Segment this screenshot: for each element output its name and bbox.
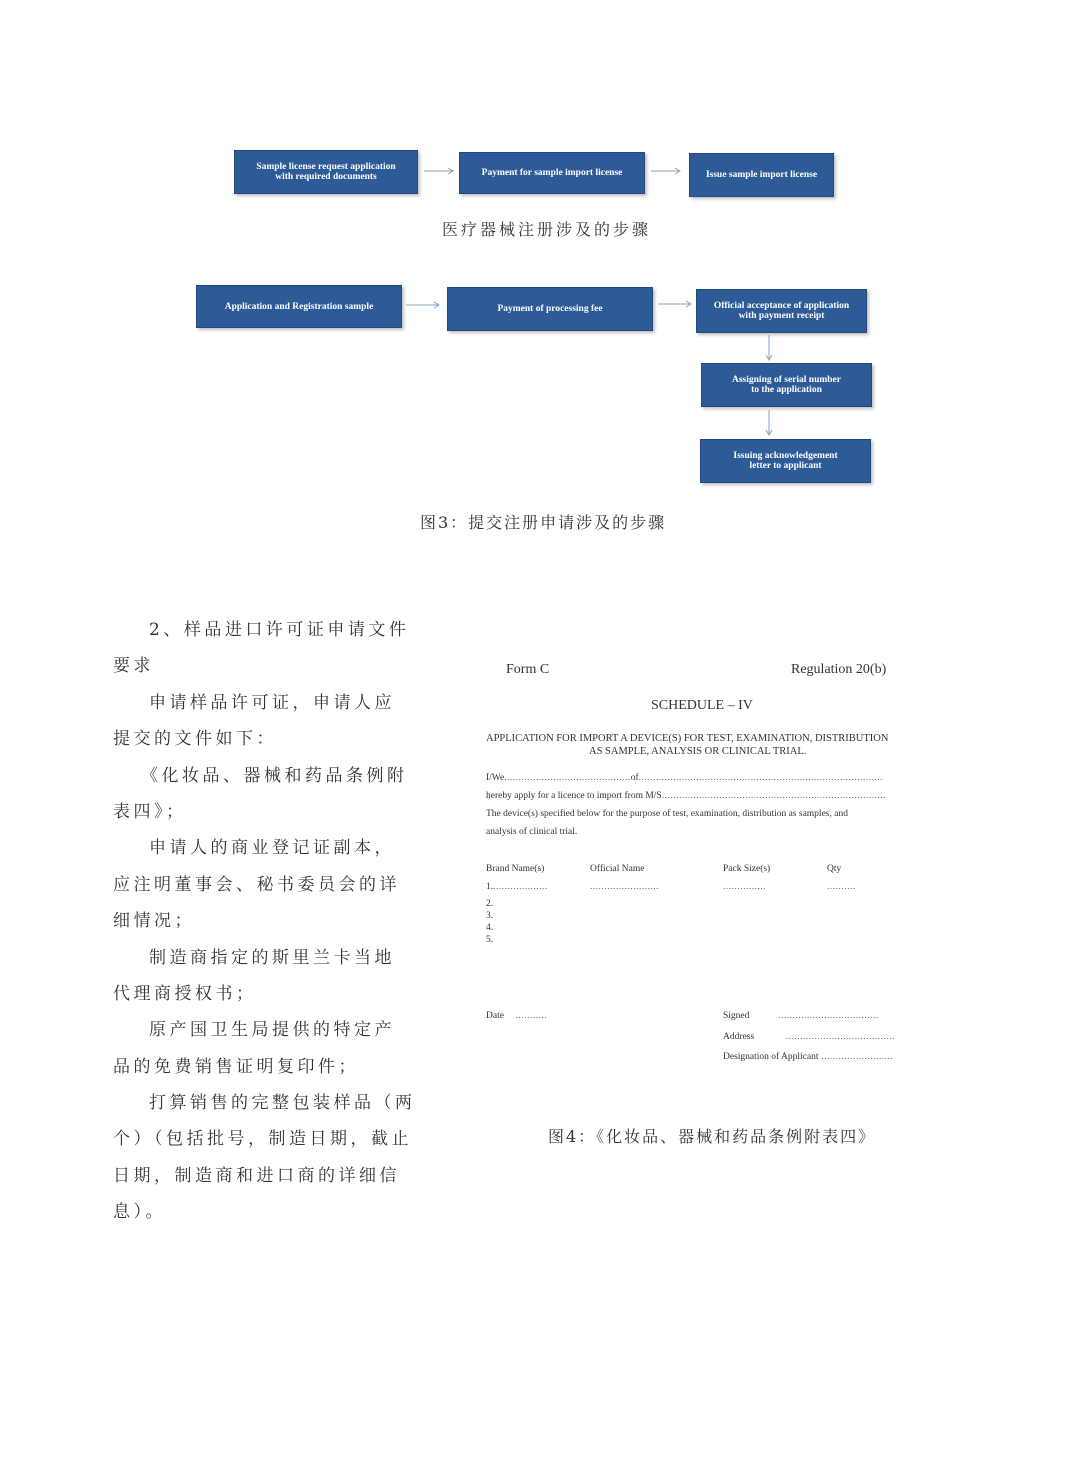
address-line bbox=[723, 1032, 895, 1042]
text-line: 2、样品进口许可证申请文件 bbox=[149, 620, 410, 640]
column-qty: Qty bbox=[827, 864, 842, 874]
flow2-step-4: Assigning of serial number to the application bbox=[701, 363, 872, 407]
purpose-line-1: The device(s) specified below for the purpose of test, examination, distribution as samples, and bbox=[486, 809, 848, 819]
flow2-step-5: Issuing acknowledgement letter to applicant bbox=[700, 439, 871, 483]
text-line: 原产国卫生局提供的特定产 bbox=[149, 1020, 395, 1041]
apply-line bbox=[486, 791, 886, 801]
text-line: 要求 bbox=[113, 656, 154, 677]
application-title-line-2: AS SAMPLE, ANALYSIS OR CLINICAL TRIAL. bbox=[589, 746, 807, 757]
column-pack-size: Pack Size(s) bbox=[723, 864, 771, 874]
flow1-arrow-2 bbox=[651, 166, 683, 176]
schedule-title: SCHEDULE – IV bbox=[651, 698, 753, 713]
text-line: 《化妆品、器械和药品条例附 bbox=[141, 765, 408, 786]
date-blank: ........... bbox=[503, 1011, 548, 1021]
apply-blank: .............................................................................. bbox=[661, 791, 886, 801]
apply-text: hereby apply for a licence to import from M/S bbox=[486, 791, 662, 801]
flow2-step-2: Payment of processing fee bbox=[447, 287, 653, 331]
flow1-step-1: Sample license request application with required documents bbox=[234, 150, 418, 194]
iwe-blank: ............................................ bbox=[504, 773, 631, 783]
text-line: 申请样品许可证，申请人应 bbox=[149, 692, 395, 713]
form-caption: 图4：《化妆品、器械和药品条例附表四》 bbox=[548, 1127, 877, 1146]
designation-blank: ......................... bbox=[818, 1052, 894, 1062]
flow2-arrow-3 bbox=[764, 335, 774, 363]
text-line: 制造商指定的斯里兰卡当地 bbox=[149, 947, 395, 968]
signed-blank: ................................... bbox=[749, 1011, 879, 1021]
signed-label: Signed bbox=[723, 1011, 750, 1021]
row-number: 1. bbox=[486, 882, 494, 892]
flow2-step-3: Official acceptance of application with payment receipt bbox=[696, 289, 867, 333]
text-line: 表四》； bbox=[113, 801, 187, 822]
text-line: 细情况； bbox=[113, 911, 195, 932]
flow1-arrow-1 bbox=[424, 166, 456, 176]
text-line: 打算销售的完整包装样品（两 bbox=[149, 1093, 416, 1114]
purpose-line-2: analysis of clinical trial. bbox=[486, 827, 578, 837]
designation-line bbox=[723, 1052, 893, 1062]
flow2-caption: 图3：提交注册申请涉及的步骤 bbox=[420, 513, 667, 532]
flow1-caption: 医疗器械注册涉及的步骤 bbox=[442, 220, 652, 239]
of-blank: ..................................................................................... bbox=[638, 773, 884, 783]
form-c-schedule-iv bbox=[486, 656, 926, 1066]
requirements-text bbox=[113, 612, 416, 1231]
flow2-arrow-2 bbox=[658, 299, 694, 309]
iwe-label: I/We bbox=[486, 773, 505, 783]
row-1-qty-blank: .......... bbox=[827, 882, 856, 892]
row-3: 3. bbox=[486, 911, 494, 921]
row-1-pack-blank: ............... bbox=[723, 882, 767, 892]
column-official-name: Official Name bbox=[590, 864, 645, 874]
row-2: 2. bbox=[486, 899, 494, 909]
flow2-arrow-4 bbox=[764, 410, 774, 438]
text-line: 品的免费销售证明复印件； bbox=[113, 1056, 359, 1077]
text-line: 代理商授权书； bbox=[113, 983, 257, 1004]
row-1 bbox=[486, 882, 548, 892]
flow2-step-1: Application and Registration sample bbox=[196, 285, 402, 328]
signed-line bbox=[723, 1011, 879, 1021]
row-1-official-blank: ........................ bbox=[590, 882, 659, 892]
text-line: 提交的文件如下： bbox=[113, 729, 277, 750]
text-line: 息）。 bbox=[113, 1202, 166, 1223]
address-blank: ...................................... bbox=[754, 1032, 896, 1042]
date-line bbox=[486, 1011, 547, 1021]
iwe-line bbox=[486, 773, 883, 783]
text-line: 个）（包括批号，制造日期，截止 bbox=[113, 1129, 412, 1150]
flow1-step-2: Payment for sample import license bbox=[459, 152, 645, 194]
text-line: 日期，制造商和进口商的详细信 bbox=[113, 1165, 400, 1186]
form-label: Form C bbox=[506, 662, 550, 677]
row-blank: ................... bbox=[493, 882, 548, 892]
designation-label: Designation of Applicant bbox=[723, 1052, 819, 1062]
address-label: Address bbox=[723, 1032, 755, 1042]
application-title-line-1: APPLICATION FOR IMPORT A DEVICE(S) FOR TEST, EXAMINATION, DISTRIBUTION bbox=[486, 733, 889, 744]
flow2-arrow-1 bbox=[406, 300, 442, 310]
date-label: Date bbox=[486, 1011, 504, 1021]
column-brand-name: Brand Name(s) bbox=[486, 864, 545, 874]
flow1-step-3: Issue sample import license bbox=[689, 153, 834, 197]
text-line: 申请人的商业登记证副本， bbox=[149, 838, 395, 859]
row-5: 5. bbox=[486, 935, 494, 945]
regulation-label: Regulation 20(b) bbox=[791, 662, 887, 677]
of-label: of bbox=[630, 773, 639, 783]
row-4: 4. bbox=[486, 923, 494, 933]
text-line: 应注明董事会、秘书委员会的详 bbox=[113, 874, 400, 895]
